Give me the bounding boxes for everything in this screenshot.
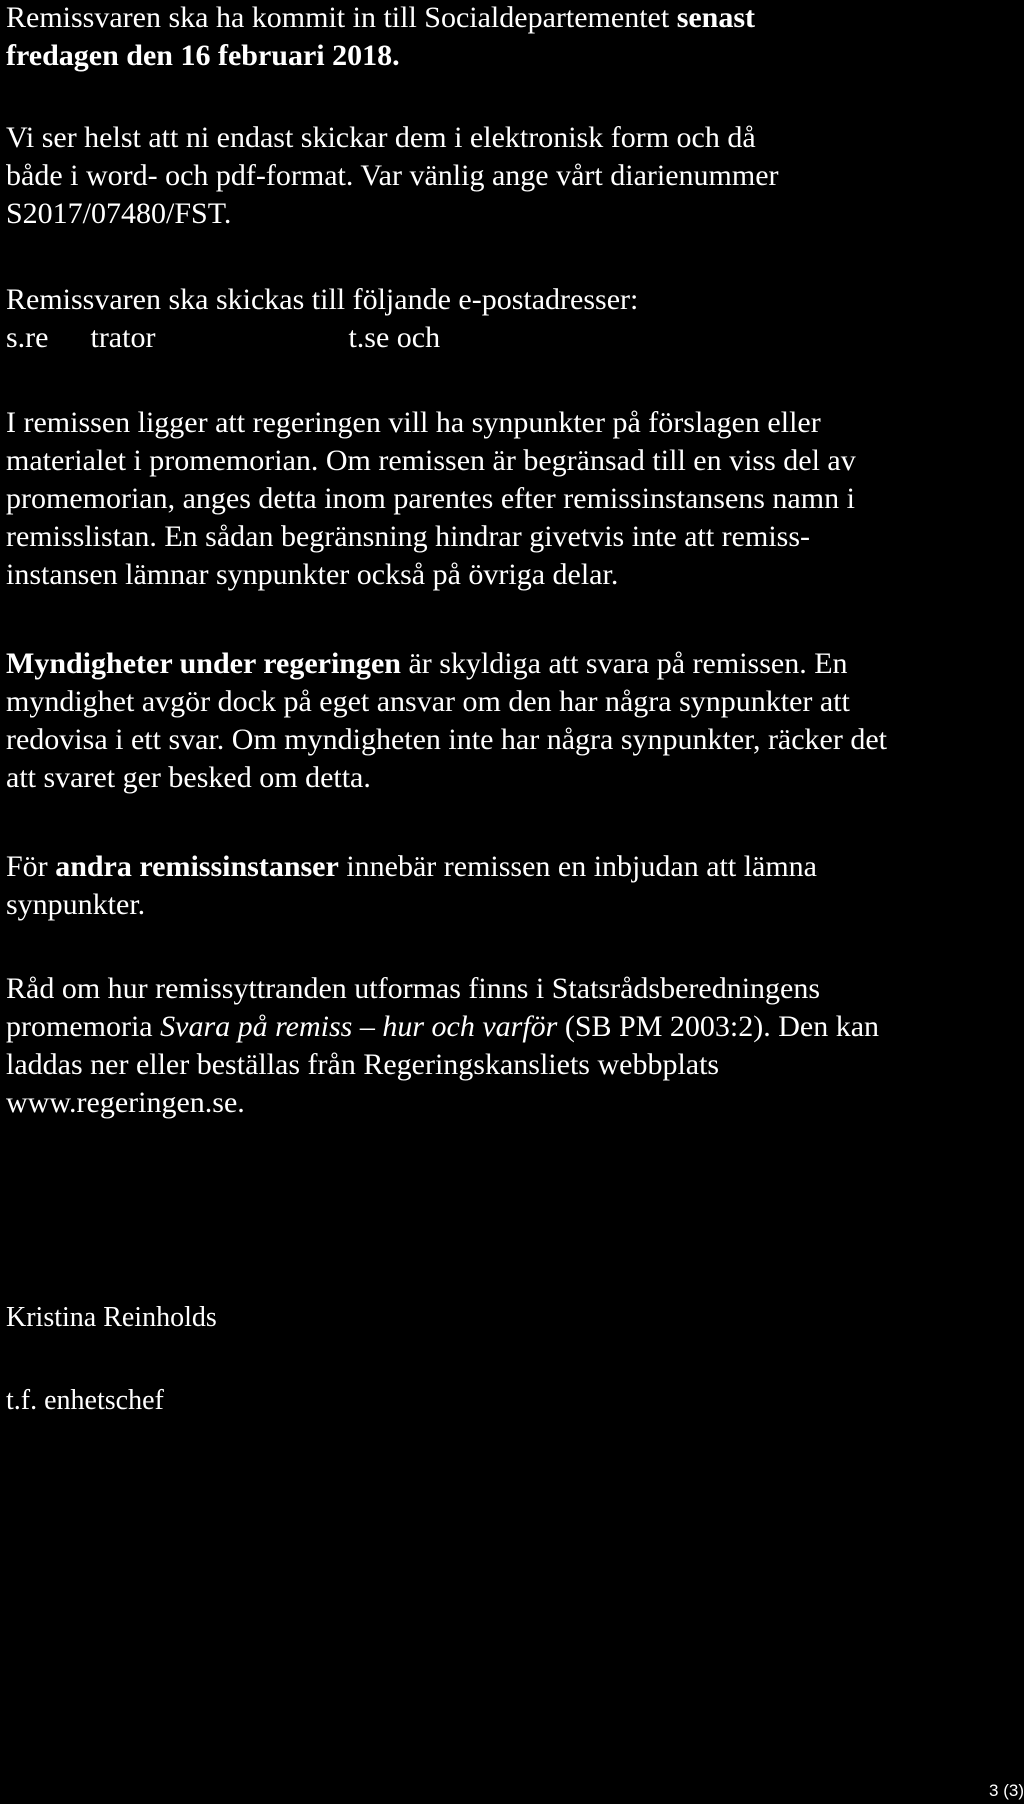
email-fragment-1: s.re — [6, 321, 49, 354]
scope-line-4: remisslistan. En sådan begränsning hindrar givetvis inte att remiss- — [6, 520, 810, 553]
deadline-line-2 — [6, 37, 1016, 75]
address-line-1: Remissvaren ska skickas till följande e-postadresser: — [6, 283, 639, 316]
authorities-paragraph — [6, 645, 1016, 797]
address-line-2 — [6, 319, 1016, 357]
others-bold-text: andra remissinstanser — [55, 850, 339, 883]
format-line-3: S2017/07480/FST. — [6, 197, 232, 230]
deadline-bold-senast: senast — [676, 1, 756, 34]
scope-paragraph — [6, 404, 1016, 594]
signature-name: Kristina Reinholds — [6, 1302, 217, 1333]
publication-title: Svara på remiss – hur och varför — [160, 1010, 558, 1043]
advice-website-link[interactable]: www.regeringen.se. — [6, 1086, 245, 1119]
others-line-1-rest: innebär remissen en inbjudan att lämna — [338, 850, 817, 883]
authorities-line-4: att svaret ger besked om detta. — [6, 761, 371, 794]
advice-line-2 — [6, 1008, 1016, 1046]
email-fragment-2: trator — [90, 321, 156, 354]
format-line-1: Vi ser helst att ni endast skickar dem i elektronisk form och då — [6, 121, 756, 154]
advice-line-2-lead: promemoria — [6, 1010, 161, 1043]
deadline-paragraph — [6, 0, 1016, 75]
deadline-bold-date: fredagen den 16 februari 2018. — [6, 39, 400, 72]
scope-line-1: I remissen ligger att regeringen vill ha synpunkter på förslagen eller — [6, 406, 821, 439]
scope-line-2: materialet i promemorian. Om remissen är begränsad till en viss del av — [6, 444, 856, 477]
scope-line-5: instansen lämnar synpunkter också på övriga delar. — [6, 558, 619, 591]
signature-title: t.f. enhetschef — [6, 1385, 164, 1416]
authorities-line-2: myndighet avgör dock på eget ansvar om den har några synpunkter att — [6, 685, 850, 718]
authorities-bold-text: Myndigheter under regeringen — [6, 647, 401, 680]
authorities-line-1 — [6, 645, 1016, 683]
advice-line-3: laddas ner eller beställas från Regeringskansliets webbplats — [6, 1048, 720, 1081]
deadline-line-1 — [6, 0, 1016, 37]
page-number: 3 (3) — [989, 1781, 1024, 1800]
others-line-1 — [6, 848, 1016, 886]
email-fragment-3: t.se och — [348, 321, 441, 354]
authorities-line-1-rest: är skyldiga att svara på remissen. En — [400, 647, 848, 680]
advice-line-2-rest: (SB PM 2003:2). Den kan — [557, 1010, 880, 1043]
format-line-2: både i word- och pdf-format. Var vänlig ange vårt diarienummer — [6, 159, 779, 192]
others-lead-text: För — [6, 850, 56, 883]
format-paragraph — [6, 119, 1016, 233]
scope-line-3: promemorian, anges detta inom parentes efter remissinstansens namn i — [6, 482, 855, 515]
authorities-line-3: redovisa i ett svar. Om myndigheten inte har några synpunkter, räcker det — [6, 723, 888, 756]
others-line-2: synpunkter. — [6, 888, 146, 921]
deadline-lead-text: Remissvaren ska ha kommit in till Socialdepartementet — [6, 1, 670, 34]
address-paragraph — [6, 281, 1016, 357]
advice-line-1: Råd om hur remissyttranden utformas finns i Statsrådsberedningens — [6, 972, 821, 1005]
others-paragraph — [6, 848, 1016, 924]
advice-paragraph — [6, 970, 1016, 1122]
